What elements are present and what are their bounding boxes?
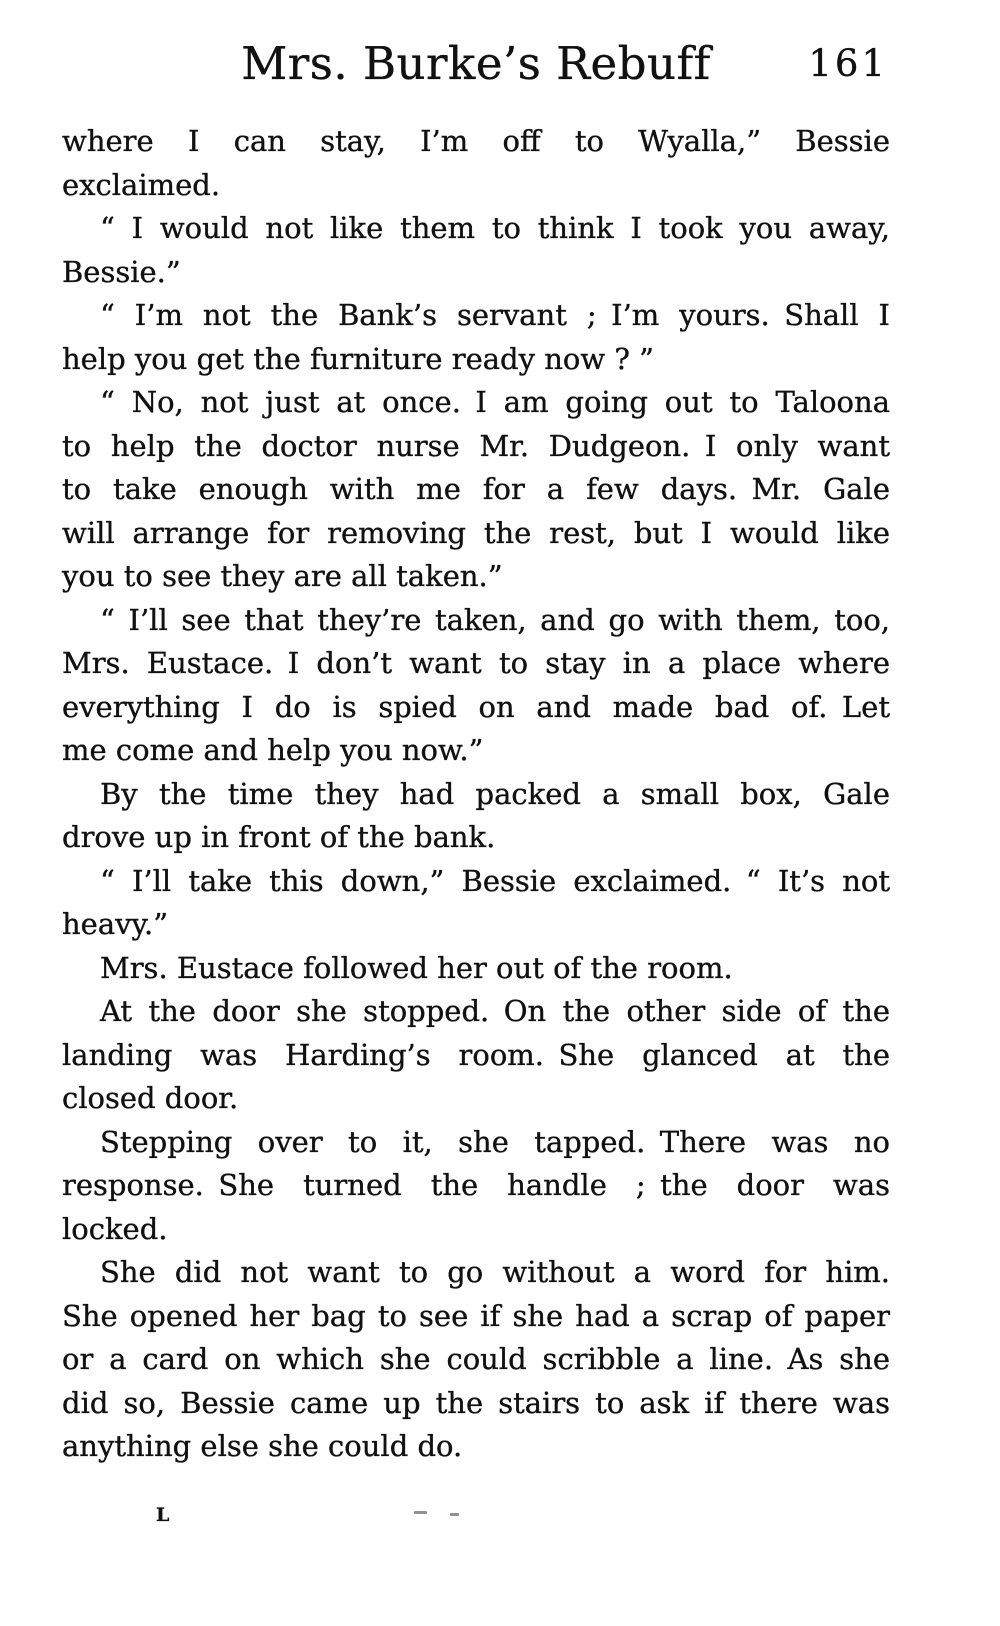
text-line: heavy.” <box>62 907 169 941</box>
text-line: response. She turned the handle ; the door was <box>62 1168 890 1202</box>
text-line: anything else she could do. <box>62 1429 463 1463</box>
print-artifact-dash <box>450 1513 459 1516</box>
text-line: “ I’m not the Bank’s servant ; I’m yours. Shall I <box>100 298 890 332</box>
text-line: drove up in front of the bank. <box>62 820 496 854</box>
text-line: Bessie.” <box>62 254 181 289</box>
text-line: “ No, not just at once. I am going out to Taloona <box>100 385 890 419</box>
text-line: you to see they are all taken.” <box>62 559 503 593</box>
print-artifact-dash <box>414 1511 427 1514</box>
page-number: 161 <box>808 42 888 85</box>
text-line: Mrs. Eustace followed her out of the room. <box>100 950 733 985</box>
text-line: “ I’ll see that they’re taken, and go with them, too, <box>100 602 890 637</box>
text-line: landing was Harding’s room. She glanced at the <box>62 1037 890 1072</box>
text-line: exclaimed. <box>62 167 221 202</box>
text-line: “ I would not like them to think I took you away, <box>100 211 890 245</box>
text-line: closed door. <box>62 1081 239 1115</box>
text-line: She opened her bag to see if she had a scrap of paper <box>62 1298 890 1333</box>
text-line: “ I’ll take this down,” Bessie exclaimed. “ It’s not <box>100 863 890 898</box>
text-line: She did not want to go without a word for him. <box>100 1255 890 1289</box>
text-line: to help the doctor nurse Mr. Dudgeon. I only want <box>62 428 890 463</box>
text-line: or a card on which she could scribble a line. As she <box>62 1342 890 1376</box>
page-title: Mrs. Burke’s Rebuff <box>241 37 711 90</box>
text-line: Mrs. Eustace. I don’t want to stay in a place where <box>62 646 890 680</box>
signature-mark: L <box>156 1504 170 1526</box>
running-header <box>62 34 890 94</box>
text-line: everything I do is spied on and made bad of. Let <box>62 689 890 724</box>
text-line: where I can stay, I’m off to Wyalla,” Bessie <box>62 124 890 158</box>
text-line: did so, Bessie came up the stairs to ask if there was <box>62 1385 890 1420</box>
body-text <box>62 120 890 1469</box>
text-line: At the door she stopped. On the other side of the <box>100 994 890 1028</box>
text-line: help you get the furniture ready now ? ” <box>62 341 654 376</box>
text-line: Stepping over to it, she tapped. There was no <box>100 1124 890 1159</box>
text-line: By the time they had packed a small box, Gale <box>100 776 890 811</box>
text-line: me come and help you now.” <box>62 733 484 767</box>
text-line: locked. <box>62 1211 168 1246</box>
text-line: to take enough with me for a few days. Mr. Gale <box>62 472 890 506</box>
text-line: will arrange for removing the rest, but I would like <box>62 515 890 550</box>
